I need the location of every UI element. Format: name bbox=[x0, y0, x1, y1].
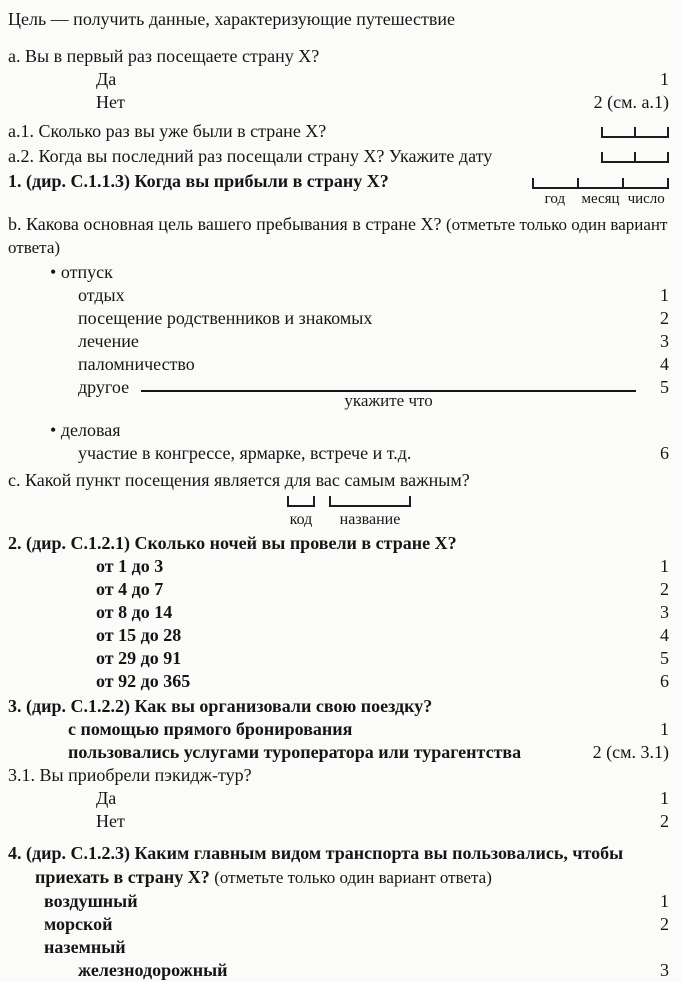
option-row bbox=[78, 959, 669, 982]
question-a1: a.1. Сколько раз вы уже были в стране X? bbox=[8, 121, 327, 141]
option-row bbox=[96, 601, 669, 624]
option-row bbox=[78, 442, 669, 465]
option-row bbox=[96, 670, 669, 693]
option-row bbox=[96, 624, 669, 647]
option-row bbox=[78, 307, 669, 330]
option-label: от 29 до 91 bbox=[96, 648, 182, 668]
bullet-group-business: • деловая bbox=[50, 420, 121, 440]
option-label: Нет bbox=[96, 811, 125, 831]
option-row bbox=[44, 890, 669, 913]
option-row bbox=[96, 578, 669, 601]
option-label: от 92 до 365 bbox=[96, 671, 191, 691]
question-4 bbox=[8, 841, 669, 890]
option-label: паломничество bbox=[78, 354, 195, 374]
option-label: Да bbox=[96, 69, 117, 89]
option-code: 1 bbox=[660, 719, 669, 739]
entry-box-name bbox=[329, 496, 411, 507]
option-label: воздушный bbox=[44, 891, 138, 911]
date-label-month: месяц bbox=[581, 191, 620, 207]
question-a2: a.2. Когда вы последний раз посещали страну X? Укажите дату bbox=[8, 146, 493, 166]
question-3: 3. (дир. С.1.2.2) Как вы организовали свою поездку? bbox=[8, 696, 433, 716]
question-2: 2. (дир. С.1.2.1) Сколько ночей вы провели в стране X? bbox=[8, 533, 457, 553]
option-code: 2 bbox=[660, 811, 669, 831]
destination-entry-boxes bbox=[285, 496, 669, 530]
option-label: с помощью прямого бронирования bbox=[68, 719, 353, 739]
option-row bbox=[96, 555, 669, 578]
option-row bbox=[96, 647, 669, 670]
option-label: от 1 до 3 bbox=[96, 556, 164, 576]
option-label: от 8 до 14 bbox=[96, 602, 173, 622]
code-box-column bbox=[285, 496, 317, 530]
option-code: 1 bbox=[660, 556, 669, 576]
option-label: Да bbox=[96, 788, 117, 808]
option-label: от 4 до 7 bbox=[96, 579, 164, 599]
option-row bbox=[78, 353, 669, 376]
option-row bbox=[78, 330, 669, 353]
question-4-text: 4. (дир. С.1.2.3) Каким главным видом транспорта вы пользовались, чтобы приехать в страну X? bbox=[8, 843, 624, 887]
option-code: 1 bbox=[660, 788, 669, 808]
option-label: участие в конгрессе, ярмарке, встрече и т.д. bbox=[78, 443, 412, 463]
writein-line bbox=[141, 376, 636, 410]
date-label-day: число bbox=[627, 191, 665, 207]
option-row bbox=[96, 68, 669, 91]
option-label: пользовались услугами туроператора или турагентства bbox=[68, 742, 522, 762]
option-row bbox=[96, 787, 669, 810]
purpose-line: Цель — получить данные, характеризующие путешествие bbox=[8, 9, 455, 29]
option-code: 2 (см. 3.1) bbox=[592, 742, 669, 762]
bullet-label: деловая bbox=[60, 420, 121, 440]
question-c: c. Какой пункт посещения является для вас самым важным? bbox=[8, 470, 470, 490]
option-label: наземный bbox=[44, 937, 126, 957]
option-code: 4 bbox=[660, 625, 669, 645]
question-4-note: (отметьте только один вариант ответа) bbox=[214, 868, 492, 887]
option-code: 1 bbox=[660, 285, 669, 305]
option-code: 1 bbox=[660, 69, 669, 89]
question-b bbox=[8, 213, 669, 259]
option-row-other bbox=[78, 376, 669, 410]
option-row bbox=[68, 718, 669, 741]
bullet-label: отпуск bbox=[60, 262, 113, 282]
option-row bbox=[96, 91, 669, 114]
option-code: 6 bbox=[660, 443, 669, 463]
option-code: 2 bbox=[660, 914, 669, 934]
option-code: 2 bbox=[660, 308, 669, 328]
option-label: посещение родственников и знакомых bbox=[78, 308, 373, 328]
bullet-group-vacation: • отпуск bbox=[50, 262, 113, 282]
option-code: 3 bbox=[660, 331, 669, 351]
option-code: 1 bbox=[660, 891, 669, 911]
question-1: 1. (дир. С.1.1.3) Когда вы прибыли в страну X? bbox=[8, 171, 389, 191]
option-code: 3 bbox=[660, 960, 669, 980]
name-box-column bbox=[327, 496, 413, 530]
option-code: 5 bbox=[660, 377, 669, 397]
option-code: 5 bbox=[660, 648, 669, 668]
box-label-name: название bbox=[339, 511, 401, 528]
entry-box-a2 bbox=[601, 152, 669, 163]
option-label: от 15 до 28 bbox=[96, 625, 182, 645]
question-b-text: b. Какова основная цель вашего пребывания в стране X? bbox=[8, 214, 442, 234]
entry-box-code bbox=[287, 496, 315, 507]
box-label-code: код bbox=[289, 511, 313, 528]
question-a2-row bbox=[8, 145, 669, 168]
question-a: a. Вы в первый раз посещаете страну X? bbox=[8, 46, 320, 66]
option-code: 4 bbox=[660, 354, 669, 374]
option-label: лечение bbox=[78, 331, 139, 351]
option-code: 2 bbox=[660, 579, 669, 599]
option-code: 3 bbox=[660, 602, 669, 622]
option-row bbox=[78, 284, 669, 307]
question-3-1: 3.1. Вы приобрели пэкидж-тур? bbox=[8, 765, 252, 785]
entry-box-a1 bbox=[601, 127, 669, 138]
option-label: другое bbox=[78, 377, 130, 397]
date-box-labels bbox=[532, 189, 669, 209]
date-entry-box bbox=[532, 170, 669, 209]
question-b-note: (отметьте только один вариант ответа) bbox=[8, 215, 668, 257]
writein-caption: укажите что bbox=[344, 391, 433, 410]
option-code: 6 bbox=[660, 671, 669, 691]
question-1-row bbox=[8, 170, 669, 209]
option-row bbox=[44, 913, 669, 936]
option-row bbox=[96, 810, 669, 833]
option-code: 2 (см. a.1) bbox=[593, 92, 669, 112]
question-a1-row bbox=[8, 120, 669, 143]
option-row bbox=[44, 936, 669, 959]
option-label: отдых bbox=[78, 285, 125, 305]
entry-box-date bbox=[532, 178, 669, 189]
option-label: Нет bbox=[96, 92, 125, 112]
option-label: железнодорожный bbox=[78, 960, 228, 980]
option-row bbox=[68, 741, 669, 764]
option-label: морской bbox=[44, 914, 113, 934]
date-label-year: год bbox=[544, 191, 566, 207]
